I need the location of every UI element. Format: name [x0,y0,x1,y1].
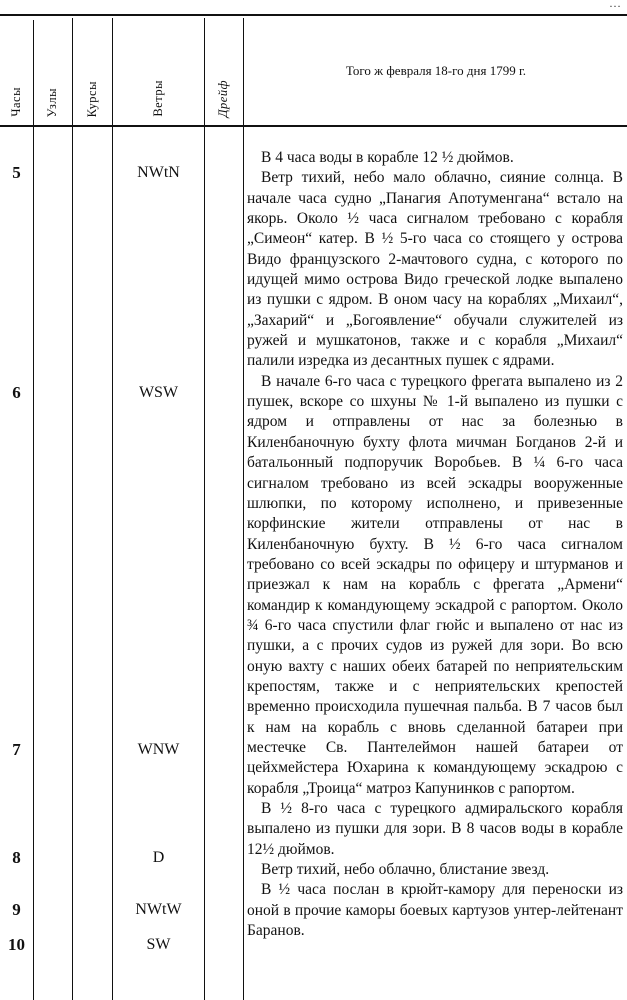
header-rule [0,125,627,127]
column-header-hours [0,18,33,123]
hour-cell: 5 [12,163,21,182]
column-header-knots [33,18,72,123]
log-paragraph: В начале 6-го часа с турецкого фрегата выпалено из 2 пушек, вскоре со шхуны № 1-й выпалено из пушки с ядром и отправлены от нас за болезнью в Киленбаночную бухту флота мичман Богданов 2-й и батальонный подпоручик Воробьев. В ¼ 6-го часа сигналом требовано из всей эскадры вооруженные шлюпки, по которому исполнено, и привезенные корфинские жители отправлены от нас в Киленбаночную бухту. В ½ 6-го часа сигналом требовано со всей эскадры по офицеру и штурманов и приезжал к нам на корабль с фрегата „Армени“ командир к командующему эскадрой с рапортом. Около ¾ 6-го часа спустили флаг гюйс и выпалено от нас из пушки, а с прочих судов из ружей для зори. Во всю оную вахту с наших обеих батарей по неприятельским крепостям, также и с неприятельских крепостей временно происходила пушечная пальба. В 7 часов был к нам на корабль с вновь сделанной батареи при местечке Св. Пантелеймон нашей батареи от цейхмейстера Юхарина к командующему эскадрою с корабля „Троица“ матроз Капунинков с рапортом. [247,372,623,797]
column-header-label: Узлы [45,87,59,117]
column-header-label: Ветры [150,80,165,117]
column-header-label: Дрейф [216,79,230,117]
column-header-drift [204,18,243,123]
hour-cell: 8 [12,848,21,867]
column-divider [243,18,244,1000]
hour-cell: 10 [8,935,25,954]
wind-cell: NWtN [137,164,180,181]
log-paragraph: В ½ 8-го часа с турецкого адмиральского корабля выпалено из пушки для зори. В 8 часов воды в корабле 12½ дюймов. [247,800,623,858]
hour-cell: 6 [12,383,21,402]
top-rule [0,14,627,16]
column-header-label: Часы [9,87,23,117]
column-header-winds [112,18,204,123]
log-paragraph: В 4 часа воды в корабле 12 ½ дюймов. [261,149,514,166]
wind-cell: D [152,849,165,866]
wind-cell: WSW [138,384,179,401]
hour-cell: 7 [12,740,21,759]
wind-cell: SW [146,936,171,953]
log-paragraph: Ветр тихий, небо мало облачно, сияние солнца. В начале часа судно „Панагия Апотуменгана“ встало на якорь. Около ½ часа сигналом требовано с корабля „Симеон“ катер. В ½ 5-го часа со стоящего у острова Видо французского 2-мачтового судна, с которого по идущей мимо острова Видо греческой лодке выпалено из пушки с ядром. В оном часу на кораблях „Михаил“, „Захарий“ и „Богоявление“ обучали служителей из ружей и мушкатонов, также и с корабля „Михаил“ палили изредка из десантных пушек с ядрами. [247,169,623,370]
log-paragraph: Ветр тихий, небо облачно, блистание звезд. [261,861,550,879]
running-head: … [609,0,621,8]
column-header-label: Курсы [84,80,99,117]
log-entry-text [247,148,623,941]
log-paragraph: В ½ часа послан в крюйт-камору для переноски из оной в прочие каморы боевых картузов унтер-лейтенант Баранов. [247,881,623,940]
column-divider [33,20,34,1000]
wind-cell: NWtW [135,901,182,918]
wind-cell: WNW [137,741,180,758]
column-divider [72,18,73,1000]
date-heading: Того ж февраля 18-го дня 1799 г. [345,62,527,78]
column-header-courses [72,18,112,123]
hour-cell: 9 [12,900,21,919]
